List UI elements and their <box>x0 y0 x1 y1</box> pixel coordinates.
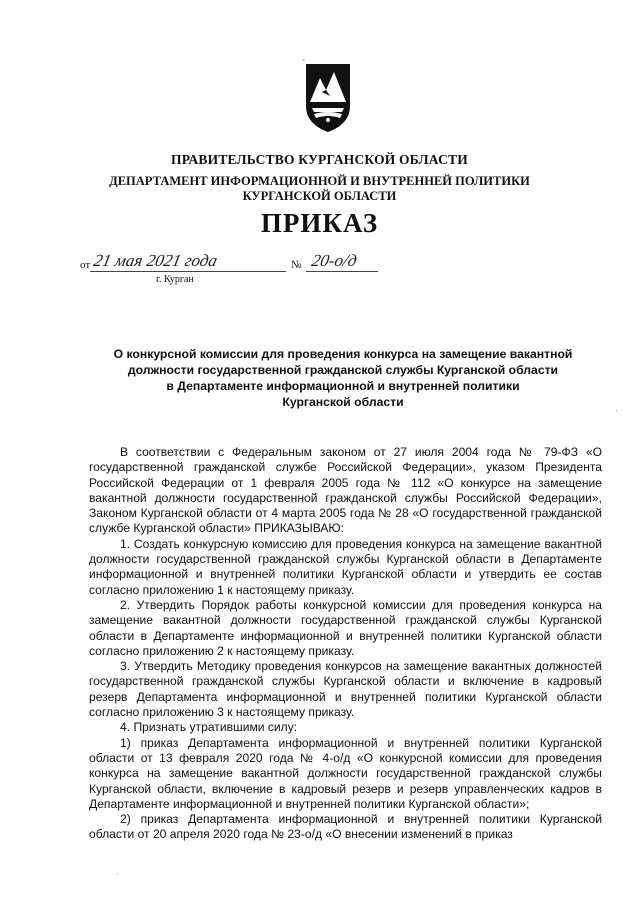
order-item: 4. Признать утратившими силу: <box>120 720 298 735</box>
order-item: 3. Утвердить Методику проведения конкурсов на замещение вакантных должностей государственной гражданской службы Курганской области и включение в кадровый резерв Департамента информационной и внутренней политики Курганской области согласно приложению 3 к настоящему приказу. <box>89 659 602 720</box>
from-label: от <box>80 259 91 271</box>
scan-speck: ` <box>116 873 119 882</box>
government-name: ПРАВИТЕЛЬСТВО КУРГАНСКОЙ ОБЛАСТИ <box>171 152 468 167</box>
handwritten-date: 21 мая 2021 года <box>92 251 220 270</box>
preamble-paragraph: В соответствии с Федеральным законом от 27 июля 2004 года № 79-ФЗ «О государственной гражданской службе Российской Федерации», указом Президента Российской Федерации от 1 февраля 2005 года № 112 «О конкурсе на замещение вакантной должности государственной гражданской службы Российской Федерации», Законом Курганской области от 4 марта 2005 года № 28 «О государственной гражданской службе Курганской области» ПРИКАЗЫВАЮ: <box>89 445 602 536</box>
date-underline <box>90 271 286 272</box>
order-subitem: 1) приказ Департамента информационной и внутренней политики Курганской области от 13 февраля 2020 года № 4-о/д «О конкурсной комиссии для проведения конкурса на замещение вакантной должности государственной гражданской службы Курганской области, включение в кадровый резерв и резерв управленческих кадров в Департаменте информационной и внутренней политики Курганской области»; <box>89 735 602 811</box>
date-number-line <box>80 251 400 275</box>
order-body <box>89 445 602 843</box>
order-item: 2. Утвердить Порядок работы конкурсной комиссии для проведения конкурса на замещение вакантной должности государственной гражданской службы Курганской области в Департаменте информационной и внутренней политики Курганской области согласно приложению 2 к настоящему приказу. <box>89 597 602 658</box>
order-title <box>98 346 588 410</box>
title-line: в Департаменте информационной и внутренней политики <box>166 379 520 393</box>
scan-speck: ˇ <box>302 58 305 68</box>
number-label: № <box>291 259 302 271</box>
number-underline <box>306 271 378 272</box>
order-item: 1. Создать конкурсную комиссию для проведения конкурса на замещение вакантной должности государственной гражданской службы Курганской области в Департаменте информационной и внутренней политики Курганской области и утвердить ее состав согласно приложению 1 к настоящему приказу. <box>89 536 602 597</box>
order-subitem: 2) приказ Департамента информационной и внутренней политики Курганской области от 20 апреля 2020 года № 23-о/д «О внесении изменений в приказ <box>89 812 602 842</box>
city-name: г. Курган <box>156 274 194 285</box>
title-line: Курганской области <box>282 395 404 409</box>
handwritten-number: 20-о/д <box>310 251 359 270</box>
department-name-line1: ДЕПАРТАМЕНТ ИНФОРМАЦИОННОЙ И ВНУТРЕННЕЙ ПОЛИТИКИ <box>109 174 530 188</box>
scan-speck: · <box>615 405 618 415</box>
title-line: должности государственной гражданской службы Курганской области <box>127 363 559 377</box>
department-name-line2: КУРГАНСКОЙ ОБЛАСТИ <box>242 189 397 203</box>
title-line: О конкурсной комиссии для проведения конкурса на замещение вакантной <box>113 347 573 361</box>
document-type: ПРИКАЗ <box>260 208 379 238</box>
coat-of-arms-icon <box>304 62 352 134</box>
